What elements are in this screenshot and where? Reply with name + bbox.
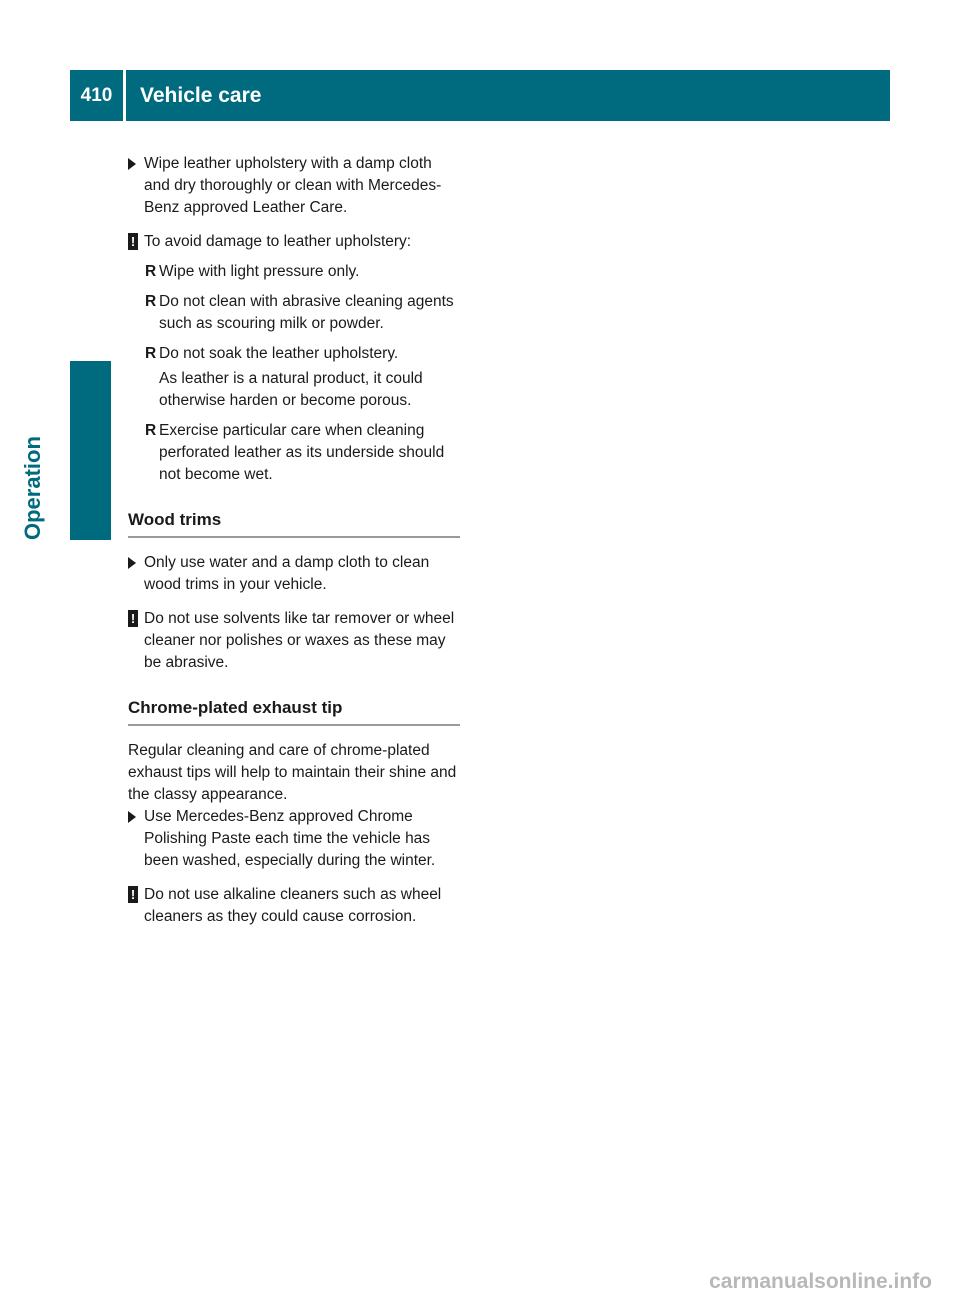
bullet-icon: R <box>145 422 157 439</box>
warning-note <box>128 884 460 928</box>
list-item <box>144 343 460 412</box>
bullet-text: Do not soak the leather upholstery. <box>159 345 399 362</box>
bullet-text: Do not clean with abrasive cleaning agents such as scouring milk or powder. <box>159 293 454 332</box>
section-heading-wood-trims: Wood trims <box>128 508 460 538</box>
page-content <box>128 153 460 936</box>
step-text: Only use water and a damp cloth to clean wood trims in your vehicle. <box>144 554 430 593</box>
instruction-step <box>128 806 460 872</box>
side-tab <box>70 121 111 541</box>
section-side-label: Operation <box>20 436 45 540</box>
body-paragraph: Regular cleaning and care of chrome-plated exhaust tips will help to maintain their shine and the classy appearance. <box>128 742 457 803</box>
note-text: To avoid damage to leather upholstery: <box>144 233 412 250</box>
bullet-text: Exercise particular care when cleaning perforated leather as its underside should not become wet. <box>159 422 445 483</box>
page-number: 410 <box>70 70 126 121</box>
warning-icon: ! <box>128 610 138 627</box>
bullet-extra-text: As leather is a natural product, it could otherwise harden or become porous. <box>159 370 423 409</box>
step-arrow-icon <box>128 158 136 170</box>
warning-icon: ! <box>128 233 138 250</box>
warning-note <box>128 231 460 253</box>
step-arrow-icon <box>128 811 136 823</box>
list-item <box>144 420 460 486</box>
note-text: Do not use solvents like tar remover or wheel cleaner nor polishes or waxes as these may be abrasive. <box>144 610 455 671</box>
note-text: Do not use alkaline cleaners such as wheel cleaners as they could cause corrosion. <box>144 886 442 925</box>
bullet-text: Wipe with light pressure only. <box>159 263 360 280</box>
section-heading-chrome: Chrome-plated exhaust tip <box>128 696 460 726</box>
instruction-step <box>128 552 460 596</box>
instruction-step <box>128 153 460 219</box>
step-arrow-icon <box>128 557 136 569</box>
bullet-icon: R <box>145 293 157 310</box>
watermark: carmanualsonline.info <box>709 1270 932 1293</box>
step-text: Wipe leather upholstery with a damp cloth and dry thoroughly or clean with Mercedes-Benz approved Leather Care. <box>144 155 442 216</box>
warning-icon: ! <box>128 886 138 903</box>
side-tab-block <box>70 361 111 540</box>
list-item <box>144 261 460 283</box>
bullet-icon: R <box>145 263 157 280</box>
header-bar <box>70 70 890 121</box>
bullet-list <box>128 261 460 486</box>
chapter-title: Vehicle care <box>140 84 262 107</box>
step-text: Use Mercedes-Benz approved Chrome Polishing Paste each time the vehicle has been washed, especially during the winter. <box>144 808 436 869</box>
bullet-icon: R <box>145 345 157 362</box>
warning-note <box>128 608 460 674</box>
list-item <box>144 291 460 335</box>
